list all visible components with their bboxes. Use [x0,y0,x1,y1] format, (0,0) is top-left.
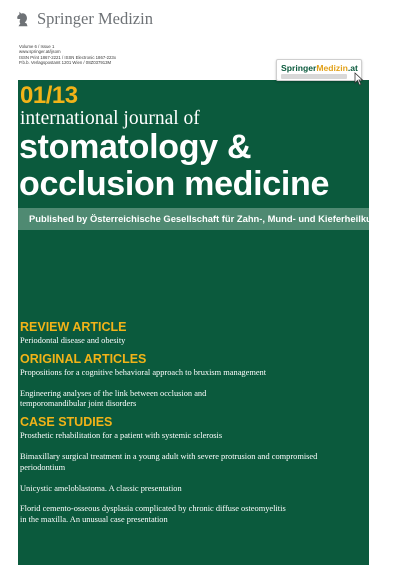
imprint-line: ISSN Print 1867-2221 / ISSN Electronic 1867-223x [19,54,116,60]
imprint-block [19,44,116,66]
article-title: Bimaxillary surgical treatment in a young adult with severe protrusion and compromised periodontium [20,451,318,472]
article-title: Unicystic ameloblastoma. A classic presentation [20,483,182,493]
section-heading: REVIEW ARTICLE [20,320,127,334]
cursor-arrow-icon [354,72,364,86]
article-title: Engineering analyses of the link between occlusion and temporomandibular joint disorders [20,388,207,409]
article-title: Florid cemento-osseous dysplasia complicated by chronic diffuse osteomyelitis in the maxilla. An unusual case presentation [20,504,286,525]
badge-label: SpringerMedizin.at [281,63,358,73]
issue-number: 01/13 [20,82,78,109]
section-heading: ORIGINAL ARTICLES [20,351,147,366]
table-of-contents [20,321,360,536]
article-title: Periodontal disease and obesity [20,336,126,345]
imprint-line: www.springer.at/ijsom [19,49,61,55]
springer-knight-icon [14,10,32,28]
journal-title-line3: occlusion medicine [19,165,330,203]
published-by-band [18,208,389,230]
article-title: Prosthetic rehabilitation for a patient with systemic sclerosis [20,431,223,441]
section-original-articles [20,353,360,410]
article-title: Propositions for a cognitive behavioral approach to bruxism management [20,367,267,377]
journal-title-line1: international journal of [20,108,200,129]
journal-title-line2: stomatology & [19,128,252,166]
springermedizin-at-badge[interactable] [276,59,362,81]
section-review-article [20,321,360,347]
imprint-line: P.b.b. Verlagspostamt 1201 Wien / 08Z037913M [19,60,112,66]
section-case-studies [20,416,360,526]
springer-medizin-logo [14,9,153,29]
publisher-name: Springer Medizin [37,9,153,28]
imprint-line: Volume 6 / Issue 1 [19,44,55,49]
section-heading: CASE STUDIES [20,415,113,430]
badge-underline [281,74,347,79]
published-by-text: Published by Österreichische Gesellschaft für Zahn-, Mund- und Kieferheilkunde [29,213,389,224]
